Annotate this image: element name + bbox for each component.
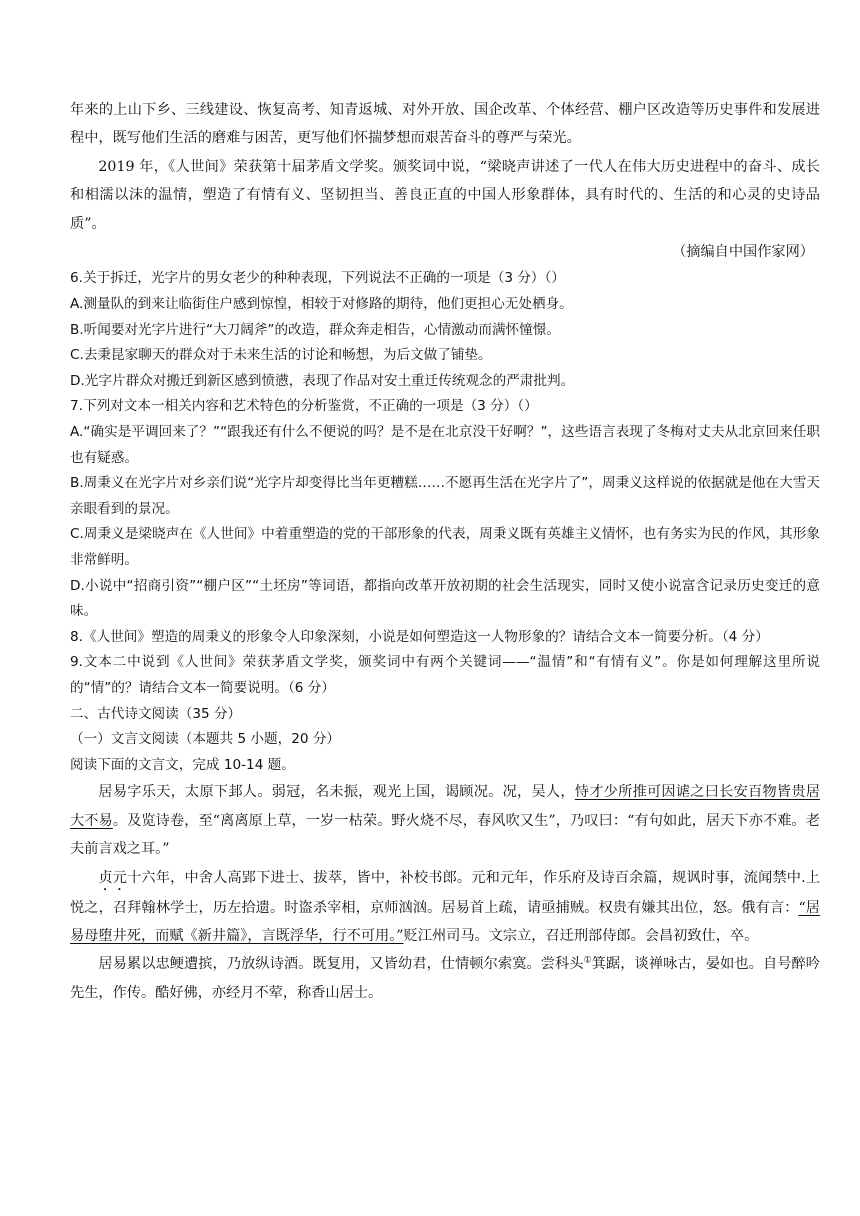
- question-7-option-a: A.“确实是平调回来了？”“跟我还有什么不便说的吗？是不是在北京没干好啊？”，这些语言表现了冬梅对丈夫从北京回来任职也有疑惑。: [70, 424, 820, 466]
- question-7-option-b: B.周秉义在光字片对乡亲们说“光字片却变得比当年更糟糕……不愿再生活在光字片了”，周秉义这样说的依据就是他在大雪天亲眼看到的景况。: [70, 475, 820, 517]
- underlined-sentence-1: 恃才少所推可因谑之曰长安百物皆贵居大不易: [70, 784, 820, 829]
- classical-paragraph-2: [70, 864, 820, 951]
- source-note: （摘编自中国作家网）: [672, 244, 814, 261]
- classical-paragraph-3: [70, 950, 820, 1007]
- question-6-option-c: C.去秉昆家聊天的群众对于未来生活的讨论和畅想，为后文做了铺垫。: [70, 347, 492, 364]
- question-6-option-b: B.听闻要对光字片进行“大刀阔斧”的改造，群众奔走相告，心情激动而满怀憧憬。: [70, 321, 560, 338]
- question-8: 8.《人世间》塑造的周秉义的形象令人印象深刻，小说是如何塑造这一人物形象的？请结合文本一简要分析。（4 分）: [70, 628, 769, 645]
- classical-p3-text-b: 箕踞，谈禅咏古，晏如也。自号醉吟先生，作传。酷好佛，亦经月不荤，称香山居士。: [70, 956, 820, 1001]
- section-heading: 二、古代诗文阅读（35 分）: [70, 705, 242, 722]
- footnote-marker: ①: [583, 955, 592, 966]
- question-6-option-a: A.测量队的到来让临街住户感到惊惶，相较于对修路的期待，他们更担心无处栖身。: [70, 296, 573, 313]
- text1-paragraph-1: 年来的上山下乡、三线建设、恢复高考、知青返城、对外开放、国企改革、个体经营、棚户区改造等历史事件和发展进程中，既写他们生活的磨难与困苦，更写他们怀揣梦想而艰苦奋斗的尊严与荣光。: [70, 102, 820, 147]
- underlined-sentence-2: “居易母堕井死，而赋《新井篇》，言既浮华，行不可用。”: [70, 899, 820, 944]
- question-9: 9.文本二中说到《人世间》荣获茅盾文学奖，颁奖词中有两个关键词——“温情”和“有情有义”。你是如何理解这里所说的“情”的？请结合文本一简要说明。（6 分）: [70, 654, 820, 696]
- dotted-word: 贞元: [98, 869, 128, 886]
- classical-p2-text-b: 贬江州司马。文宗立，召迁刑部侍郎。会昌初致仕，卒。: [403, 927, 759, 944]
- classical-p1-text-b: 。及览诗卷，至“离离原上草，一岁一枯荣。野火烧不尽，春风吹又生”，乃叹曰：“有句如此，居天下亦不难。老夫前言戏之耳。”: [70, 812, 820, 858]
- text1-paragraph-2: 2019 年，《人世间》荣获第十届茅盾文学奖。颁奖词中说，“梁晓声讲述了一代人在伟大历史进程中的奋斗、成长和相濡以沫的温情，塑造了有情有义、坚韧担当、善良正直的中国人形象群体，具有时代的、生活的和心灵的史诗品质”。: [70, 158, 820, 232]
- reading-instruction: 阅读下面的文言文，完成 10-14 题。: [70, 756, 295, 773]
- classical-paragraph-1: [70, 778, 820, 863]
- document-page: [70, 96, 820, 1007]
- question-7-stem: 7.下列对文本一相关内容和艺术特色的分析鉴赏，不正确的一项是（3 分）（）: [70, 398, 538, 415]
- classical-p1-text-a: 居易字乐天，太原下邽人。弱冠，名未振，观光上国，谒顾况。况，吴人，: [98, 784, 575, 801]
- question-6-option-d: D.光字片群众对搬迁到新区感到愤懑，表现了作品对安土重迁传统观念的严肃批判。: [70, 372, 575, 389]
- question-7-option-c: C.周秉义是梁晓声在《人世间》中着重塑造的党的干部形象的代表，周秉义既有英雄主义情怀，也有务实为民的作风，其形象非常鲜明。: [70, 526, 820, 568]
- classical-p3-text-a: 居易累以忠鲠遭摈，乃放纵诗酒。既复用，又皆幼君，仕情顿尔索寞。尝科头: [98, 956, 584, 973]
- question-7-option-d: D.小说中“招商引资”“棚户区”“土坯房”等词语，都指向改革开放初期的社会生活现实，同时又使小说富含记录历史变迁的意味。: [70, 577, 820, 620]
- classical-p2-text-a: 十六年，中舍人高郢下进士、拔萃，皆中，补校书郎。元和元年，作乐府及诗百余篇，规讽时事，流闻禁中.上悦之，召拜翰林学士，历左拾遗。时盗杀宰相，京师汹汹。居易首上疏，请亟捕贼。权贵有嫌其出位，怒。俄有言：: [70, 869, 820, 916]
- subsection-heading: （一）文言文阅读（本题共 5 小题，20 分）: [70, 731, 341, 748]
- question-6-stem: 6.关于拆迁，光字片的男女老少的种种表现，下列说法不正确的一项是（3 分）（）: [70, 270, 565, 287]
